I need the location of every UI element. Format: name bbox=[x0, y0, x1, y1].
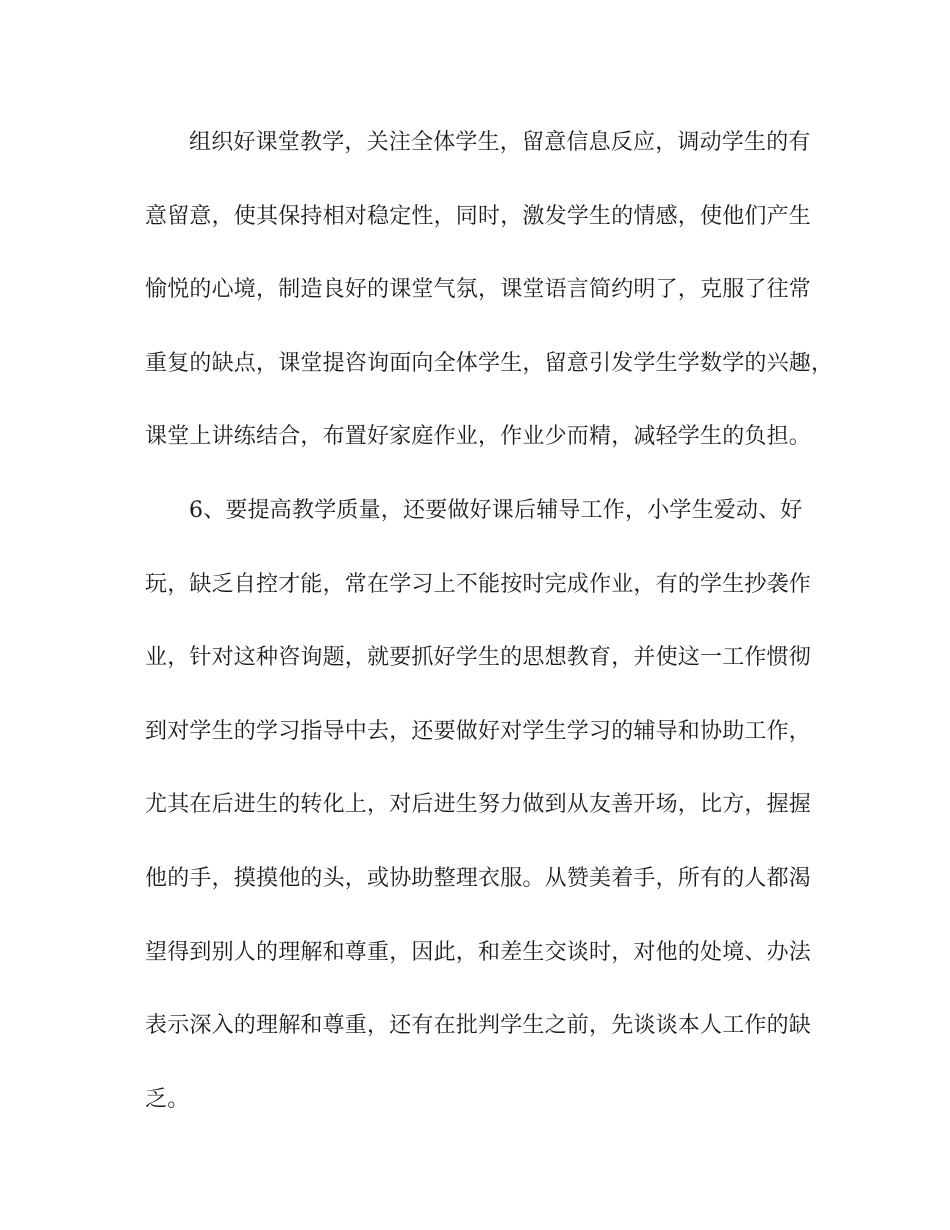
paragraph-line: 尤其在后进生的转化上，对后进生努力做到从友善开场，比方，握握 bbox=[145, 792, 812, 818]
paragraph-line: 乏。 bbox=[145, 1086, 190, 1112]
paragraph-line: 到对学生的学习指导中去，还要做好对学生学习的辅导和协助工作， bbox=[145, 718, 812, 744]
paragraph-line: 业，针对这种咨询题，就要抓好学生的思想教育，并使这一工作惯彻 bbox=[145, 645, 812, 671]
body-text bbox=[145, 120, 834, 1150]
paragraph-line: 意留意，使其保持相对稳定性，同时，激发学生的情感，使他们产生 bbox=[145, 203, 812, 229]
paragraph-line: 愉悦的心境，制造良好的课堂气氛，课堂语言简约明了，克服了往常 bbox=[145, 277, 812, 303]
paragraph-line: 表示深入的理解和尊重，还有在批判学生之前，先谈谈本人工作的缺 bbox=[145, 1013, 812, 1039]
paragraph-line: 望得到别人的理解和尊重，因此，和差生交谈时，对他的处境、办法 bbox=[145, 939, 812, 965]
paragraph-line: 他的手，摸摸他的头，或协助整理衣服。从赞美着手，所有的人都渴 bbox=[145, 865, 812, 891]
paragraph-line: 组织好课堂教学，关注全体学生，留意信息反应，调动学生的有 bbox=[189, 130, 811, 155]
paragraph-line: 课堂上讲练结合，布置好家庭作业，作业少而精，减轻学生的负担。 bbox=[145, 424, 812, 450]
paragraph-line: 6、要提高教学质量，还要做好课后辅导工作，小学生爱动、好 bbox=[189, 497, 803, 523]
paragraph-line: 重复的缺点，课堂提咨询面向全体学生，留意引发学生学数学的兴趣， bbox=[145, 350, 834, 376]
paragraph-line: 玩，缺乏自控才能，常在学习上不能按时完成作业，有的学生抄袭作 bbox=[145, 571, 812, 597]
